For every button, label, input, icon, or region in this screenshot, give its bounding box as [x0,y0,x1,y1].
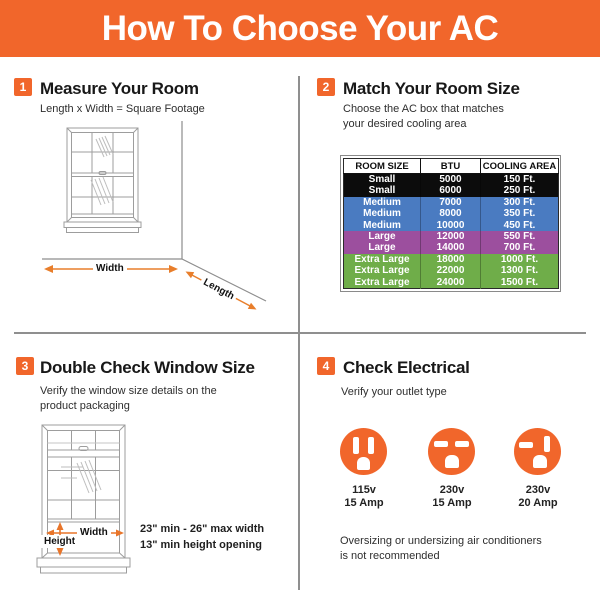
table-row [344,185,559,196]
room-size-table-body [344,174,559,289]
outlet-230v-15amp-label: 230v 15 Amp [432,484,472,509]
table-row [344,208,559,219]
table-cell-area: 550 Ft. [481,231,559,242]
table-cell-area: 450 Ft. [481,220,559,231]
outlet-115v-15amp-icon [340,428,387,475]
step-4-subtitle: Verify your outlet type [341,386,447,398]
table-cell-size: Medium [363,196,401,208]
table-row [344,231,559,242]
outlet-230v-15amp-icon [428,428,475,475]
table-row [344,277,559,289]
window-width-label: Width [77,526,111,539]
length-dimension-label: Length [198,275,239,305]
step-3-badge: 3 [16,357,34,375]
table-row [344,242,559,253]
window-opening-illustration [25,415,290,580]
window-height-label: Height [41,535,78,548]
step-1-badge: 1 [14,78,32,96]
header-banner [0,0,600,57]
table-row [344,265,559,276]
table-cell-area: 350 Ft. [481,208,559,219]
table-row [344,197,559,208]
step-4-title: Check Electrical [343,358,470,377]
table-cell-size: Extra Large [354,265,410,277]
outlet-115v-label: 115v 15 Amp [344,484,384,509]
table-cell-btu: 6000 [421,185,481,196]
table-cell-size: Extra Large [354,253,410,265]
table-cell-size: Large [368,242,396,254]
table-cell-area: 1000 Ft. [481,254,559,265]
table-cell-btu: 10000 [421,220,481,231]
table-cell-area: 300 Ft. [481,197,559,208]
table-cell-btu: 5000 [421,174,481,186]
room-corner-window-illustration [20,115,290,325]
page-title: How To Choose Your AC [101,8,499,48]
table-cell-size: Small [368,174,396,185]
table-cell-size: Small [368,185,396,197]
column-header-btu: BTU [421,159,481,174]
vertical-divider [298,76,300,590]
sizing-recommendation-note: Oversizing or undersizing air conditioners is not recommended [340,535,542,562]
step-2-subtitle: Choose the AC box that matches your desired cooling area [343,103,504,130]
table-cell-area: 700 Ft. [481,242,559,253]
horizontal-divider [14,332,586,334]
step-2-badge: 2 [317,78,335,96]
table-row [344,174,559,186]
width-dimension-label: Width [93,262,127,275]
table-cell-btu: 8000 [421,208,481,219]
table-cell-area: 1500 Ft. [481,277,559,289]
table-row [344,220,559,231]
table-cell-area: 1300 Ft. [481,265,559,276]
table-row [344,254,559,265]
table-cell-btu: 24000 [421,277,481,289]
table-cell-btu: 18000 [421,254,481,265]
window-size-note: 23" min - 26" max width 13" min height opening [140,523,265,551]
step-4-badge: 4 [317,357,335,375]
table-cell-size: Extra Large [354,276,410,288]
step-2-title: Match Your Room Size [343,79,520,98]
table-cell-btu: 7000 [421,197,481,208]
table-header-row [344,159,559,174]
btu-sizing-table [340,155,561,292]
table-cell-size: Medium [363,219,401,231]
table-cell-btu: 12000 [421,231,481,242]
table-cell-size: Large [368,231,396,243]
table-cell-area: 150 Ft. [481,174,559,186]
table-cell-btu: 22000 [421,265,481,276]
table-cell-btu: 14000 [421,242,481,253]
step-3-subtitle: Verify the window size details on the product packaging [40,385,217,412]
outlet-230v-20amp-label: 230v 20 Amp [518,484,558,509]
step-1-subtitle: Length x Width = Square Footage [40,103,205,115]
table-cell-area: 250 Ft. [481,185,559,196]
step-3-title: Double Check Window Size [40,358,255,377]
step-1-title: Measure Your Room [40,79,199,98]
table-cell-size: Medium [363,208,401,220]
column-header-room-size: ROOM SIZE [344,159,421,174]
column-header-cooling-area: COOLING AREA [481,159,559,174]
outlet-230v-20amp-icon [514,428,561,475]
